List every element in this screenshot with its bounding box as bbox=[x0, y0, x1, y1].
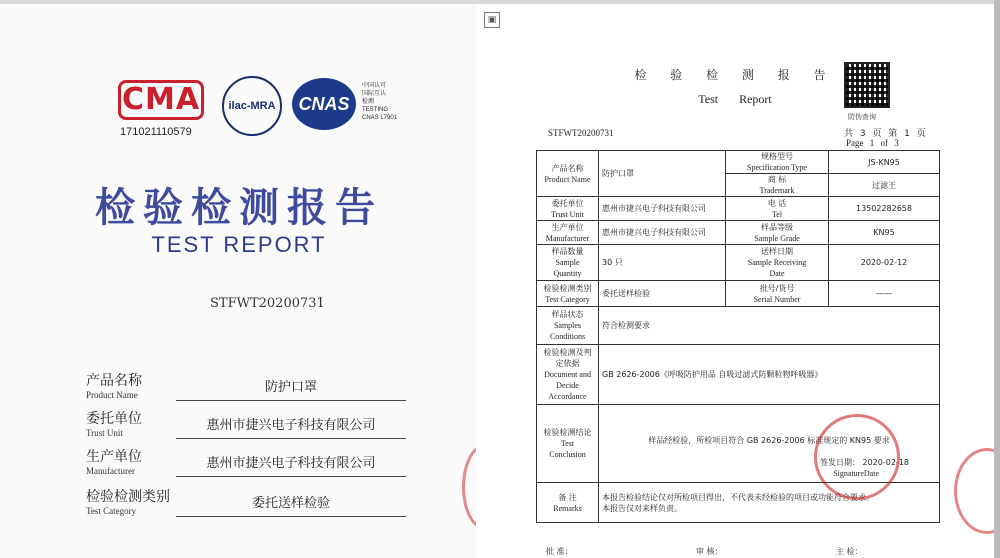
table-cell: KN95 bbox=[829, 221, 940, 245]
cover-report-number: STFWT20200731 bbox=[210, 296, 325, 311]
red-seal-partial-right bbox=[954, 448, 994, 534]
red-seal bbox=[814, 414, 900, 500]
table-cell: 惠州市捷兴电子科技有限公司 bbox=[599, 197, 726, 221]
table-cell: 样品等级 Sample Grade bbox=[726, 221, 829, 245]
table-cell: 检验检测类别 Test Category bbox=[537, 281, 599, 307]
table-cell: 惠州市捷兴电子科技有限公司 bbox=[599, 221, 726, 245]
table-cell: JS-KN95 bbox=[829, 151, 940, 174]
table-cell: 规格型号 Specification Type bbox=[726, 151, 829, 174]
table-cell: 13502282658 bbox=[829, 197, 940, 221]
table-cell: 商 标 Trademark bbox=[726, 174, 829, 197]
sign-date-en: SignatureDate bbox=[833, 469, 879, 478]
table-cell: GB 2626-2006《呼吸防护用品 自吸过滤式防颗粒物呼吸器》 bbox=[599, 345, 940, 405]
cma-logo: CMA bbox=[118, 80, 204, 120]
cover-title-cn: 检验检测报告 bbox=[95, 185, 383, 231]
report-number: STFWT20200731 bbox=[548, 128, 614, 138]
conclusion-text: 样品经检验，所检项目符合 GB 2626-2006 标准规定的 KN95 要求 bbox=[648, 436, 890, 445]
table-cell: 30 只 bbox=[599, 245, 726, 281]
table-cell: 委托单位 Trust Unit bbox=[537, 197, 599, 221]
table-cell: 防护口罩 bbox=[599, 151, 726, 197]
table-cell: 电 话 Tel bbox=[726, 197, 829, 221]
table-cell: 样品状态 Samples Conditions bbox=[537, 307, 599, 345]
report-page-1 bbox=[476, 4, 994, 558]
table-cell: 送样日期 Sample Receiving Date bbox=[726, 245, 829, 281]
cnas-logo: CNAS bbox=[292, 78, 356, 130]
review-label: 审 核： bbox=[696, 547, 723, 556]
field-trust-unit: 委托单位 Trust Unit 惠州市捷兴电子科技有限公司 bbox=[86, 408, 416, 448]
report-title-en: Test Report bbox=[698, 92, 772, 106]
table-cell: 生产单位 Manufacturer bbox=[537, 221, 599, 245]
qr-label: 防伪查询 bbox=[848, 113, 876, 121]
report-title-cn: 检 验 检 测 报 告 bbox=[634, 68, 836, 82]
table-cell: 样品数量 Sample Quantity bbox=[537, 245, 599, 281]
test-label: 主 检： bbox=[836, 547, 863, 556]
qr-code-icon bbox=[844, 62, 890, 108]
page-count-en: Page 1 of 3 bbox=[846, 138, 899, 148]
table-cell: 过滤王 bbox=[829, 174, 940, 197]
table-cell: 检验检测及判 定依据 Document and Decide Accordance bbox=[537, 345, 599, 405]
table-cell: 符合检测要求 bbox=[599, 307, 940, 345]
cnas-caption: 中国认可 国际互认 检测 TESTING CNAS L7901 bbox=[362, 83, 398, 121]
field-test-category: 检验检测类别 Test Category 委托送样检验 bbox=[86, 486, 416, 526]
table-cell: 产品名称 Product Name bbox=[537, 151, 599, 197]
field-manufacturer: 生产单位 Manufacturer 惠州市捷兴电子科技有限公司 bbox=[86, 446, 416, 486]
cover-page bbox=[0, 4, 478, 558]
table-cell: 检验检测结论 Test Conclusion bbox=[537, 405, 599, 483]
accreditation-logos bbox=[112, 74, 412, 144]
table-cell: 本报告检验结论仅对所检项目得出，不代表未经检验的项目或功能符合要求。 本报告仅对来样负责。 bbox=[599, 483, 940, 523]
ilac-mra-logo: ilac-MRA bbox=[222, 76, 282, 136]
cover-title-en: TEST REPORT bbox=[151, 232, 327, 257]
table-cell: 2020-02-12 bbox=[829, 245, 940, 281]
table-cell: 备 注 Remarks bbox=[537, 483, 599, 523]
sign-date: 签发日期： 2020-02-18 bbox=[819, 458, 909, 467]
field-product-name: 产品名称 Product Name 防护口罩 bbox=[86, 370, 416, 410]
table-cell: 委托送样检验 bbox=[599, 281, 726, 307]
cma-number: 171021110579 bbox=[120, 126, 192, 138]
approve-label: 批 准： bbox=[546, 547, 573, 556]
page-count-cn: 共 3 页 第 1 页 bbox=[844, 129, 926, 139]
viewer-scrollbar[interactable] bbox=[994, 0, 1000, 558]
table-cell: —— bbox=[829, 281, 940, 307]
page-thumbnail-icon[interactable]: ▣ bbox=[484, 12, 500, 28]
table-cell: 批号/货号 Serial Number bbox=[726, 281, 829, 307]
